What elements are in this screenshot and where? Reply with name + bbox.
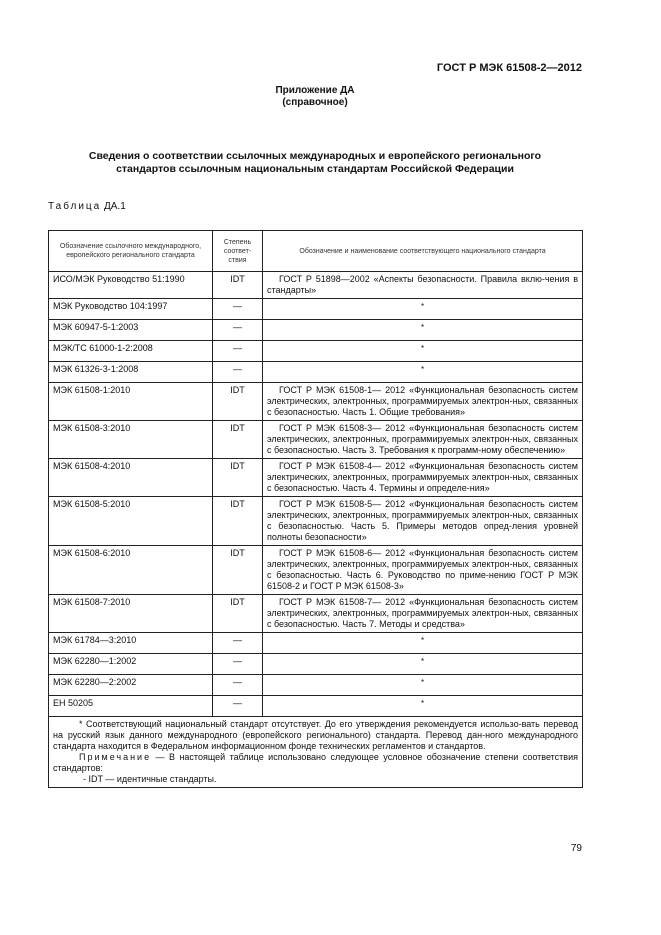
title-line-1: Сведения о соответствии ссылочных международных и европейского регионального [88,150,542,162]
cell-degree: — [213,696,263,717]
cell-degree: IDT [213,497,263,546]
table-footnote-cell [49,717,583,788]
cell-ref: МЭК 61508-3:2010 [49,421,213,459]
cell-degree: IDT [213,421,263,459]
cell-national: ГОСТ Р 51898—2002 «Аспекты безопасности. Правила вклю-чения в стандарты» [263,272,583,299]
cell-ref: МЭК 61508-4:2010 [49,459,213,497]
cell-national: * [263,654,583,675]
cell-ref: ИСО/МЭК Руководство 51:1990 [49,272,213,299]
table-label-id: ДА.1 [104,201,126,212]
table-footer-row [49,717,583,788]
table-row [49,272,583,299]
table-row [49,497,583,546]
annex-subtitle: (справочное) [282,97,348,108]
header-degree: Степень соответ-ствия [213,231,263,272]
table-row [49,675,583,696]
cell-national: * [263,320,583,341]
cell-ref: МЭК 61784—3:2010 [49,633,213,654]
table-row [49,633,583,654]
cell-ref: МЭК 61508-1:2010 [49,383,213,421]
note-paragraph [53,752,578,774]
table-row [49,459,583,497]
cell-national: ГОСТ Р МЭК 61508-1— 2012 «Функциональная безопасность систем электрических, электронных, программируемых электрон-ных, связанных с безопасностью. Часть 1. Общие требования» [263,383,583,421]
cell-national: * [263,341,583,362]
table-row [49,383,583,421]
table-label [48,201,126,212]
cell-national: * [263,675,583,696]
note-text: — В настоящей таблице использовано следующее условное обозначение степени соответствия стандартов: [53,752,578,773]
cell-ref: МЭК 61508-6:2010 [49,546,213,595]
cell-degree: — [213,341,263,362]
cell-ref: МЭК 62280—2:2002 [49,675,213,696]
cell-degree: IDT [213,546,263,595]
cell-national: ГОСТ Р МЭК 61508-7— 2012 «Функциональная безопасность систем электрических, электронных, программируемых электрон-ных, связанных с безопасностью. Часть 7. Методы и средства» [263,595,583,633]
table-row [49,320,583,341]
cell-degree: IDT [213,272,263,299]
table-label-word: Таблица [48,201,102,212]
cell-national: ГОСТ Р МЭК 61508-3— 2012 «Функциональная безопасность систем электрических, электронных, программируемых электрон-ных, связанных с безопасностью. Часть 3. Требования к программ-ному обеспечению» [263,421,583,459]
cell-national: * [263,362,583,383]
footnote-text: * Соответствующий национальный стандарт отсутствует. До его утверждения рекомендуется использо-вать перевод на русский язык данного международного (европейского регионального) стандарта. Перевод дан-ного международного стандарта находится в Федеральном информационном фонде технических регламентов и стандартов. [53,719,578,751]
table-row [49,654,583,675]
table-row [49,299,583,320]
table-row [49,696,583,717]
idt-definition: - IDT — идентичные стандарты. [83,774,217,784]
table-row [49,595,583,633]
cell-national: * [263,696,583,717]
document-title [48,150,582,176]
cell-ref: МЭК 61508-7:2010 [49,595,213,633]
cell-degree: IDT [213,595,263,633]
table-header-row [49,231,583,272]
cell-ref: МЭК 61326-3-1:2008 [49,362,213,383]
title-line-2: стандартов ссылочным национальным стандартам Российской Федерации [116,163,514,175]
cell-national: * [263,633,583,654]
note-label: Примечание [79,752,152,762]
table-row [49,362,583,383]
cell-degree: IDT [213,459,263,497]
cell-degree: — [213,633,263,654]
cell-ref: МЭК 60947-5-1:2003 [49,320,213,341]
correspondence-table [48,230,583,788]
cell-ref: МЭК 62280—1:2002 [49,654,213,675]
cell-national: * [263,299,583,320]
cell-degree: — [213,675,263,696]
cell-ref: МЭК/ТС 61000-1-2:2008 [49,341,213,362]
header-ref-standard: Обозначение ссылочного международного, европейского регионального стандарта [49,231,213,272]
cell-national: ГОСТ Р МЭК 61508-5— 2012 «Функциональная безопасность систем электрических, электронных, программируемых электрон-ных, связанных с безопасностью. Часть 5. Примеры методов опред-ления уровней полноты безопасности» [263,497,583,546]
cell-national: ГОСТ Р МЭК 61508-4— 2012 «Функциональная безопасность систем электрических, электронных, программируемых электрон-ных, связанных с безопасностью. Часть 4. Термины и определе-ния» [263,459,583,497]
cell-ref: МЭК Руководство 104:1997 [49,299,213,320]
cell-degree: — [213,362,263,383]
annex-heading [0,85,630,109]
cell-degree: — [213,320,263,341]
cell-degree: — [213,654,263,675]
table-row [49,341,583,362]
document-code: ГОСТ Р МЭК 61508-2—2012 [436,62,582,74]
cell-ref: ЕН 50205 [49,696,213,717]
cell-ref: МЭК 61508-5:2010 [49,497,213,546]
cell-degree: IDT [213,383,263,421]
page-number: 79 [570,843,582,854]
cell-national: ГОСТ Р МЭК 61508-6— 2012 «Функциональная безопасность систем электрических, электронных, программируемых электрон-ных, связанных с безопасностью. Часть 6. Руководство по приме-нению ГОСТ Р МЭК 61508-2 и ГОСТ Р МЭК 61508-3» [263,546,583,595]
table-row [49,546,583,595]
cell-degree: — [213,299,263,320]
header-national-standard: Обозначение и наименование соответствующего национального стандарта [263,231,583,272]
annex-title: Приложение ДА [275,85,355,96]
table-row [49,421,583,459]
